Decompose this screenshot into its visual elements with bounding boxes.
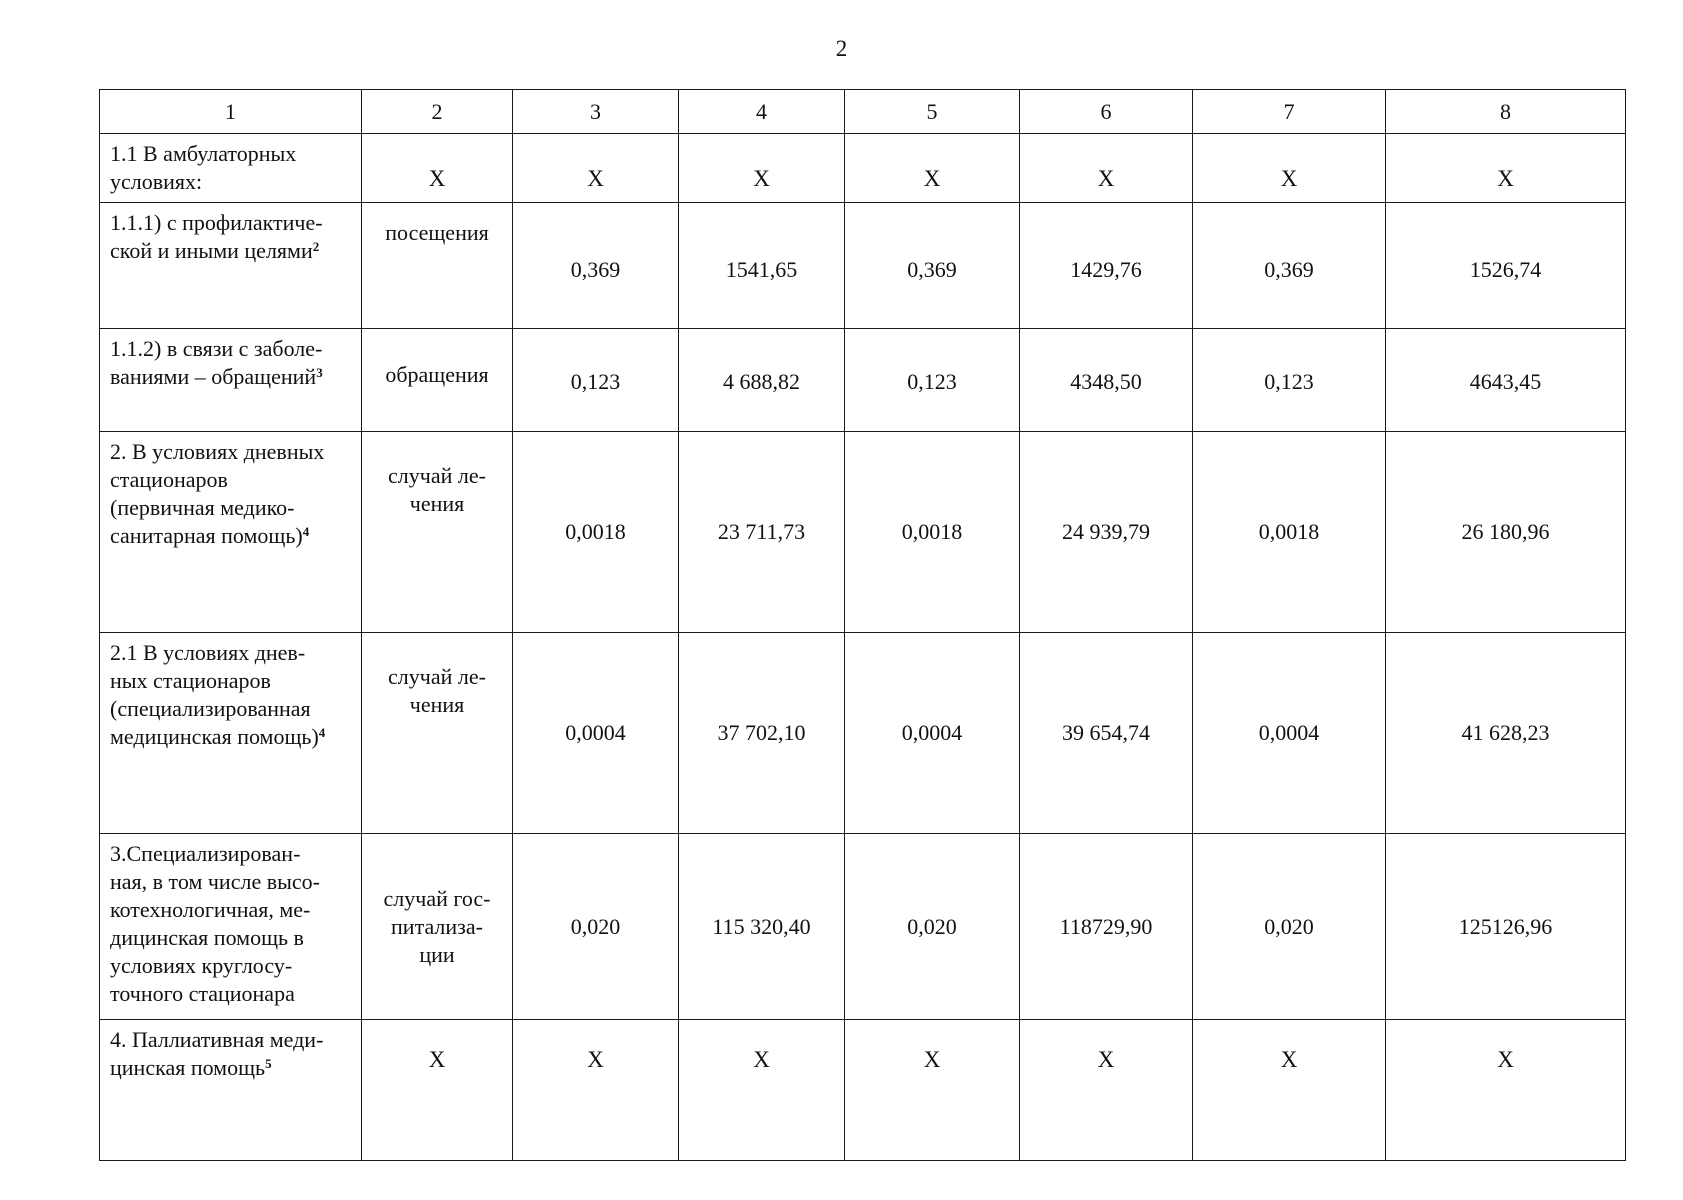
value-cell: 39 654,74 [1020, 633, 1193, 834]
value-cell: 37 702,10 [679, 633, 845, 834]
value-cell: 0,369 [513, 203, 679, 329]
unit-line: ции [419, 941, 455, 967]
row-label-line: 3.Специализирован- [110, 841, 301, 866]
row-label-line: цинская помощь [110, 1055, 266, 1080]
column-number: 7 [1193, 90, 1386, 134]
value-cell: 0,020 [1193, 834, 1386, 1020]
row-label-line: точного стационара [110, 981, 295, 1006]
footnote-mark: 4 [318, 725, 326, 740]
row-label-line: 4. Паллиативная меди- [110, 1027, 324, 1052]
unit-cell [362, 834, 513, 1020]
row-label-line: 1.1 В амбулаторных [110, 141, 297, 166]
row-label-line: (первичная медико- [110, 495, 295, 520]
value-cell: 4348,50 [1020, 329, 1193, 432]
row-label [100, 834, 362, 1020]
table-row [100, 329, 1626, 432]
column-number: 1 [100, 90, 362, 134]
value-cell: 0,0018 [845, 432, 1020, 633]
value-cell: 118729,90 [1020, 834, 1193, 1020]
row-label [100, 203, 362, 329]
value-cell: Х [845, 1020, 1020, 1161]
indicator-table [99, 89, 1626, 1161]
value-cell: 1526,74 [1386, 203, 1626, 329]
value-cell: 0,020 [845, 834, 1020, 1020]
value-cell: 23 711,73 [679, 432, 845, 633]
row-label-line: ваниями – обращений [110, 364, 317, 389]
value-cell: Х [1386, 134, 1626, 203]
value-cell: Х [1386, 1020, 1626, 1161]
table-row [100, 203, 1626, 329]
row-label-line: ная, в том числе высо- [110, 869, 320, 894]
value-cell: 0,0018 [1193, 432, 1386, 633]
table-row [100, 834, 1626, 1020]
value-cell: 125126,96 [1386, 834, 1626, 1020]
value-cell: 4643,45 [1386, 329, 1626, 432]
row-label [100, 432, 362, 633]
row-label-line: условиях круглосу- [110, 953, 293, 978]
value-cell: 115 320,40 [679, 834, 845, 1020]
value-cell: 0,369 [845, 203, 1020, 329]
row-label-line: 1.1.1) с профилактиче- [110, 210, 323, 235]
column-number: 2 [362, 90, 513, 134]
row-label-line: ных стационаров [110, 668, 271, 693]
footnote-mark: 4 [302, 524, 310, 539]
value-cell: 4 688,82 [679, 329, 845, 432]
column-number: 4 [679, 90, 845, 134]
value-cell: Х [845, 134, 1020, 203]
value-cell: 0,020 [513, 834, 679, 1020]
row-label-line: котехнологичная, ме- [110, 897, 311, 922]
header-row [100, 90, 1626, 134]
row-label-line: ской и иными целями [110, 238, 313, 263]
value-cell: Х [1193, 134, 1386, 203]
column-number: 5 [845, 90, 1020, 134]
unit-line: случай гос- [383, 885, 491, 911]
value-cell: 0,0004 [845, 633, 1020, 834]
value-cell: 0,123 [845, 329, 1020, 432]
value-cell: Х [1020, 1020, 1193, 1161]
unit-line: чения [409, 692, 465, 717]
row-label [100, 633, 362, 834]
row-label-line: санитарная помощь) [110, 523, 303, 548]
value-cell: Х [513, 134, 679, 203]
value-cell: 0,369 [1193, 203, 1386, 329]
footnote-mark: 2 [312, 239, 320, 254]
value-cell: 0,0018 [513, 432, 679, 633]
table-row [100, 134, 1626, 203]
value-cell: Х [1020, 134, 1193, 203]
unit-cell [362, 432, 513, 633]
value-cell: Х [513, 1020, 679, 1161]
unit-cell: Х [362, 1020, 513, 1161]
row-label-line: (специализированная [110, 696, 311, 721]
page-number: 2 [835, 36, 848, 61]
value-cell: 26 180,96 [1386, 432, 1626, 633]
column-number: 6 [1020, 90, 1193, 134]
unit-line: чения [409, 491, 465, 516]
table-row [100, 633, 1626, 834]
unit-cell [362, 329, 513, 432]
unit-cell [362, 633, 513, 834]
footnote-mark: 5 [265, 1056, 272, 1071]
table-row [100, 1020, 1626, 1161]
value-cell: 24 939,79 [1020, 432, 1193, 633]
value-cell: 0,0004 [513, 633, 679, 834]
row-label-line: медицинская помощь) [110, 724, 319, 749]
unit-line: посещения [385, 220, 489, 245]
value-cell: 0,0004 [1193, 633, 1386, 834]
row-label-line: условиях: [110, 169, 203, 194]
column-number: 8 [1386, 90, 1626, 134]
value-cell: Х [1193, 1020, 1386, 1161]
row-label-line: стационаров [110, 467, 228, 492]
value-cell: 0,123 [513, 329, 679, 432]
row-label-line: 2.1 В условиях днев- [110, 640, 306, 665]
row-label-line: 2. В условиях дневных [110, 439, 325, 464]
unit-line: случай ле- [388, 664, 486, 689]
value-cell: Х [679, 134, 845, 203]
unit-line: обращения [385, 362, 489, 387]
value-cell: Х [679, 1020, 845, 1161]
row-label [100, 134, 362, 203]
value-cell: 41 628,23 [1386, 633, 1626, 834]
table-row [100, 432, 1626, 633]
row-label [100, 329, 362, 432]
footnote-mark: 3 [316, 365, 323, 380]
column-number: 3 [513, 90, 679, 134]
value-cell: 1541,65 [679, 203, 845, 329]
value-cell: 0,123 [1193, 329, 1386, 432]
unit-line: питализа- [391, 913, 483, 939]
value-cell: 1429,76 [1020, 203, 1193, 329]
unit-cell [362, 203, 513, 329]
row-label-line: 1.1.2) в связи с заболе- [110, 336, 323, 361]
unit-cell: Х [362, 134, 513, 203]
row-label [100, 1020, 362, 1161]
row-label-line: дицинская помощь в [110, 925, 304, 950]
unit-line: случай ле- [388, 463, 486, 488]
